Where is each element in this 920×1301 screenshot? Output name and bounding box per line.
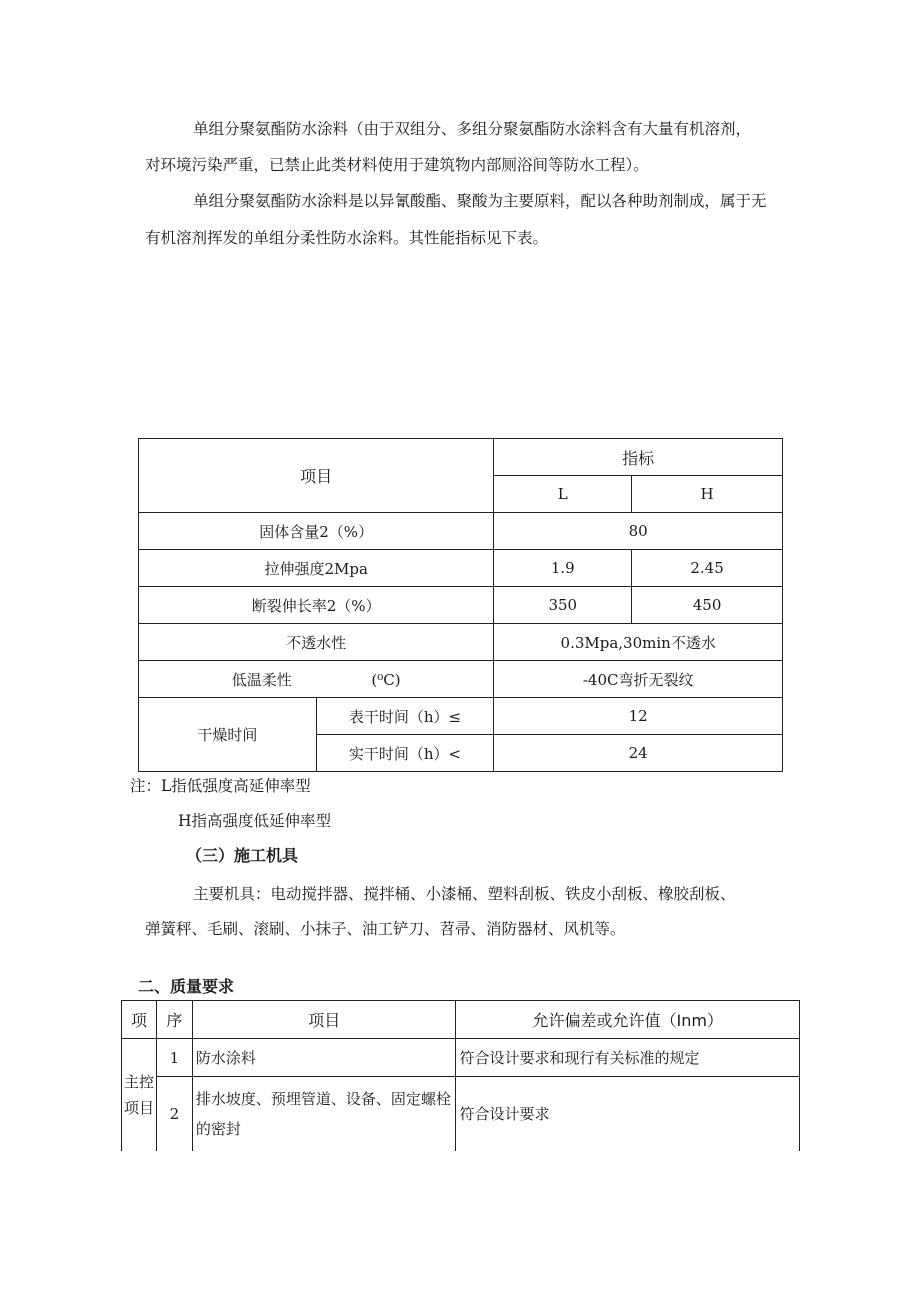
quality-item: 排水坡度、预埋管道、设备、固定螺栓的密封 (192, 1077, 456, 1151)
spec-table (138, 438, 783, 772)
quality-group: 主控项目 (122, 1039, 157, 1151)
intro-para2-line2: 有机溶剂挥发的单组分柔性防水涂料。其性能指标见下表。 (145, 229, 549, 247)
intro-para1-line1: 单组分聚氨酯防水涂料（由于双组分、多组分聚氨酯防水涂料含有大量有机溶剂， (193, 120, 752, 138)
spec-row (139, 624, 783, 661)
spec-row-value: 12 (494, 698, 783, 735)
spec-row-item-low-temp (139, 661, 494, 698)
spec-header-index: 指标 (494, 439, 783, 476)
spec-row (139, 661, 783, 698)
quality-seq: 2 (156, 1077, 192, 1151)
quality-item: 防水涂料 (192, 1039, 456, 1077)
quality-value: 符合设计要求和现行有关标准的规定 (456, 1039, 800, 1077)
section3-line2: 弹簧秤、毛刷、滚刷、小抹子、油工铲刀、苕帚、消防器材、风机等。 (145, 920, 626, 938)
spec-row-item: 实干时间（h）< (316, 735, 494, 772)
spec-row-H: 2.45 (632, 550, 783, 587)
quality-value: 符合设计要求 (456, 1077, 800, 1151)
spec-row (139, 513, 783, 550)
spec-header-item: 项目 (139, 439, 494, 513)
quality-header-item: 项目 (192, 1001, 456, 1039)
section3-line1: 主要机具：电动搅拌器、搅拌桶、小漆桶、塑料刮板、铁皮小刮板、橡胶刮板、 (193, 885, 736, 903)
spec-row-H: 450 (632, 587, 783, 624)
spec-row (139, 550, 783, 587)
quality-header-seq: 序 (156, 1001, 192, 1039)
spec-row-item: 拉伸强度2Mpa (139, 550, 494, 587)
quality-header-value: 允许偏差或允许值（Inm） (456, 1001, 800, 1039)
spec-row-item: 断裂伸长率2（%） (139, 587, 494, 624)
spec-col-L: L (494, 476, 632, 513)
quality-seq: 1 (156, 1039, 192, 1077)
note-L: 注：L指低强度高延伸率型 (130, 777, 311, 795)
spec-row (139, 698, 783, 735)
spec-row-item: 固体含量2（%） (139, 513, 494, 550)
spec-row-value: -40C弯折无裂纹 (494, 661, 783, 698)
intro-para1-line2: 对环境污染严重，已禁止此类材料使用于建筑物内部厕浴间等防水工程）。 (145, 156, 649, 174)
intro-para2-line1: 单组分聚氨酯防水涂料是以异氰酸酯、聚酸为主要原料，配以各种助剂制成，属于无 (193, 192, 767, 210)
quality-table (121, 1000, 800, 1151)
table-row (122, 1077, 800, 1151)
spec-row (139, 587, 783, 624)
section2-title: 二、质量要求 (138, 977, 235, 996)
spec-row-value: 0.3Mpa,30min不透水 (494, 624, 783, 661)
note-H: H指高强度低延伸率型 (178, 812, 332, 830)
spec-row-L: 350 (494, 587, 632, 624)
section3-title: （三）施工机具 (186, 846, 299, 865)
spec-row-item: 表干时间（h）≤ (316, 698, 494, 735)
spec-row-item: 低温柔性 (231, 670, 292, 689)
quality-header-cat: 项 (122, 1001, 157, 1039)
spec-dry-group: 干燥时间 (139, 698, 317, 772)
spec-col-H: H (632, 476, 783, 513)
table-row (122, 1039, 800, 1077)
spec-row-unit: (⁰C) (371, 670, 401, 689)
spec-row-value: 24 (494, 735, 783, 772)
spec-row-L: 1.9 (494, 550, 632, 587)
spec-row-value: 80 (494, 513, 783, 550)
spec-row-item: 不透水性 (139, 624, 494, 661)
